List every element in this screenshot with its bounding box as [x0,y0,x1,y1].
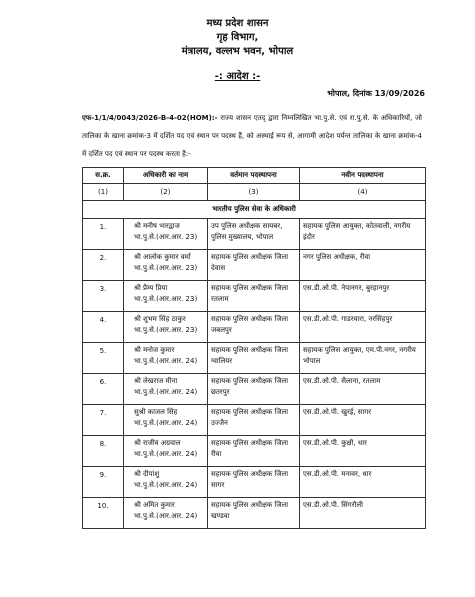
row-serial: 1. [83,219,124,250]
current-posting: सहायक पुलिस अधीक्षक जिला जबलपुर [208,312,300,343]
current-posting: सहायक पुलिस अधीक्षक जिला देवास [208,250,300,281]
row-serial: 4. [83,312,124,343]
officer-name: श्री अमित कुमार [134,501,175,509]
officer-cell [124,343,208,374]
table-row [83,405,426,436]
new-posting: एस.डी.ओ.पी. सैलाना, रतलाम [300,374,426,405]
officer-cadre: भा.पु.से.(आर.आर. 24) [134,419,198,427]
new-posting: सहायक पुलिस आयुक्त, कोतवाली, नगरीय इंदौर [300,219,426,250]
officer-cell [124,312,208,343]
header-line-3: मंत्रालय, वल्लभ भवन, भोपाल [181,46,294,57]
officer-cell [124,467,208,498]
col-number-1: (1) [83,184,124,201]
table-row [83,343,426,374]
current-posting: सहायक पुलिस अधीक्षक जिला सागर [208,467,300,498]
row-serial: 2. [83,250,124,281]
new-posting: एस.डी.ओ.पी. मनावर, धार [300,467,426,498]
officer-name: श्री शुभम सिंह ठाकुर [134,315,186,323]
section-title: भारतीय पुलिस सेवा के अधिकारी [83,201,426,219]
row-serial: 5. [83,343,124,374]
header-current: वर्तमान पदस्थापना [208,168,300,184]
officer-name: श्री आलोक कुमार वर्मा [134,253,191,261]
table-row [83,281,426,312]
officer-cell [124,436,208,467]
officer-cell [124,219,208,250]
col-number-3: (3) [208,184,300,201]
new-posting: एस.डी.ओ.पी. गाडरवारा, नरसिंहपुर [300,312,426,343]
new-posting: एस.डी.ओ.पी. नेपानगर, बुरहानपुर [300,281,426,312]
posting-table [82,167,426,529]
table-row [83,374,426,405]
table-row [83,467,426,498]
officer-name: श्री मनीष भारद्वाज [134,222,180,230]
current-posting: सहायक पुलिस अधीक्षक जिला छतरपुर [208,374,300,405]
officer-cadre: भा.पु.से.(आर.आर. 23) [134,326,198,334]
order-title [0,68,475,82]
new-posting: एस.डी.ओ.पी. कुक्षी, धार [300,436,426,467]
header-name: अधिकारी का नाम [124,168,208,184]
header-sn: स.क्र. [83,168,124,184]
current-posting: उप पुलिस अधीक्षक सायबर, पुलिस मुख्यालय, भोपाल [208,219,300,250]
officer-cadre: भा.पु.से.(आर.आर. 23) [134,264,198,272]
new-posting: सहायक पुलिस आयुक्त, एम.पी.नगर, नगरीय भोपाल [300,343,426,374]
officer-cadre: भा.पु.से.(आर.आर. 23) [134,295,198,303]
row-serial: 10. [83,498,124,529]
officer-name: श्री लेखराज मीना [134,377,178,385]
col-number-2: (2) [124,184,208,201]
officer-cadre: भा.पु.से.(आर.आर. 23) [134,233,198,241]
officer-name: श्री मनोज कुमार [134,346,175,354]
current-posting: सहायक पुलिस अधीक्षक जिला रीवा [208,436,300,467]
officer-cadre: भा.पु.से.(आर.आर. 24) [134,512,198,520]
current-posting: सहायक पुलिस अधीक्षक जिला रतलाम [208,281,300,312]
current-posting: सहायक पुलिस अधीक्षक जिला ग्वालियर [208,343,300,374]
paragraph-text: राज्य शासन एतद् द्वारा निम्नलिखित भा.पु.से. एवं रा.पु.से. के अधिकारियों, जो तालिका के खाना क्रमांक-3 में दर्शित पद एवं स्थान पर पदस्थ हैं, को अस्थाई रूप से, आगामी आदेश पर्यन्त तालिका के खाना क्रमांक-4 में दर्शित पद एवं स्थान पर पदस्थ करता है:- [82,114,422,158]
officer-name: सुश्री काजल सिंह [134,408,178,416]
officer-cadre: भा.पु.से.(आर.आर. 24) [134,481,198,489]
table-body [83,219,426,529]
date-line: भोपाल, दिनांक 13/09/2026 [327,89,425,98]
current-posting: सहायक पुलिस अधीक्षक जिला उज्जैन [208,405,300,436]
new-posting: एस.डी.ओ.पी. खुरई, सागर [300,405,426,436]
officer-cell [124,374,208,405]
officer-name: श्री प्रैम्य प्रिया [134,284,168,292]
current-posting: सहायक पुलिस अधीक्षक जिला खण्डवा [208,498,300,529]
table-row [83,312,426,343]
new-posting: नगर पुलिस अधीक्षक, रीवा [300,250,426,281]
officer-cell [124,405,208,436]
officer-cadre: भा.पु.से.(आर.आर. 24) [134,450,198,458]
officer-name: श्री राजीव अग्रवाल [134,439,181,447]
new-posting: एस.डी.ओ.पी. सिंगरौली [300,498,426,529]
officer-cadre: भा.पु.से.(आर.आर. 24) [134,357,198,365]
table-row [83,219,426,250]
officer-cell [124,281,208,312]
order-title-text: -: आदेश :- [214,71,261,82]
officer-cadre: भा.पु.से.(आर.आर. 24) [134,388,198,396]
reference-number: एफ-1/1/4/0043/2026-B-4-02(HOM):- [82,114,218,122]
row-serial: 8. [83,436,124,467]
officer-cell [124,250,208,281]
row-serial: 6. [83,374,124,405]
officer-name: श्री दीपांशु [134,470,160,478]
row-serial: 9. [83,467,124,498]
order-paragraph [82,109,422,163]
officer-cell [124,498,208,529]
row-serial: 3. [83,281,124,312]
table-row [83,498,426,529]
header-line-1: मध्य प्रदेश शासन [206,18,269,29]
table-row [83,250,426,281]
header-new: नवीन पदस्थापना [300,168,426,184]
row-serial: 7. [83,405,124,436]
col-number-4: (4) [300,184,426,201]
header-line-2: गृह विभाग, [216,32,259,43]
table-row [83,436,426,467]
